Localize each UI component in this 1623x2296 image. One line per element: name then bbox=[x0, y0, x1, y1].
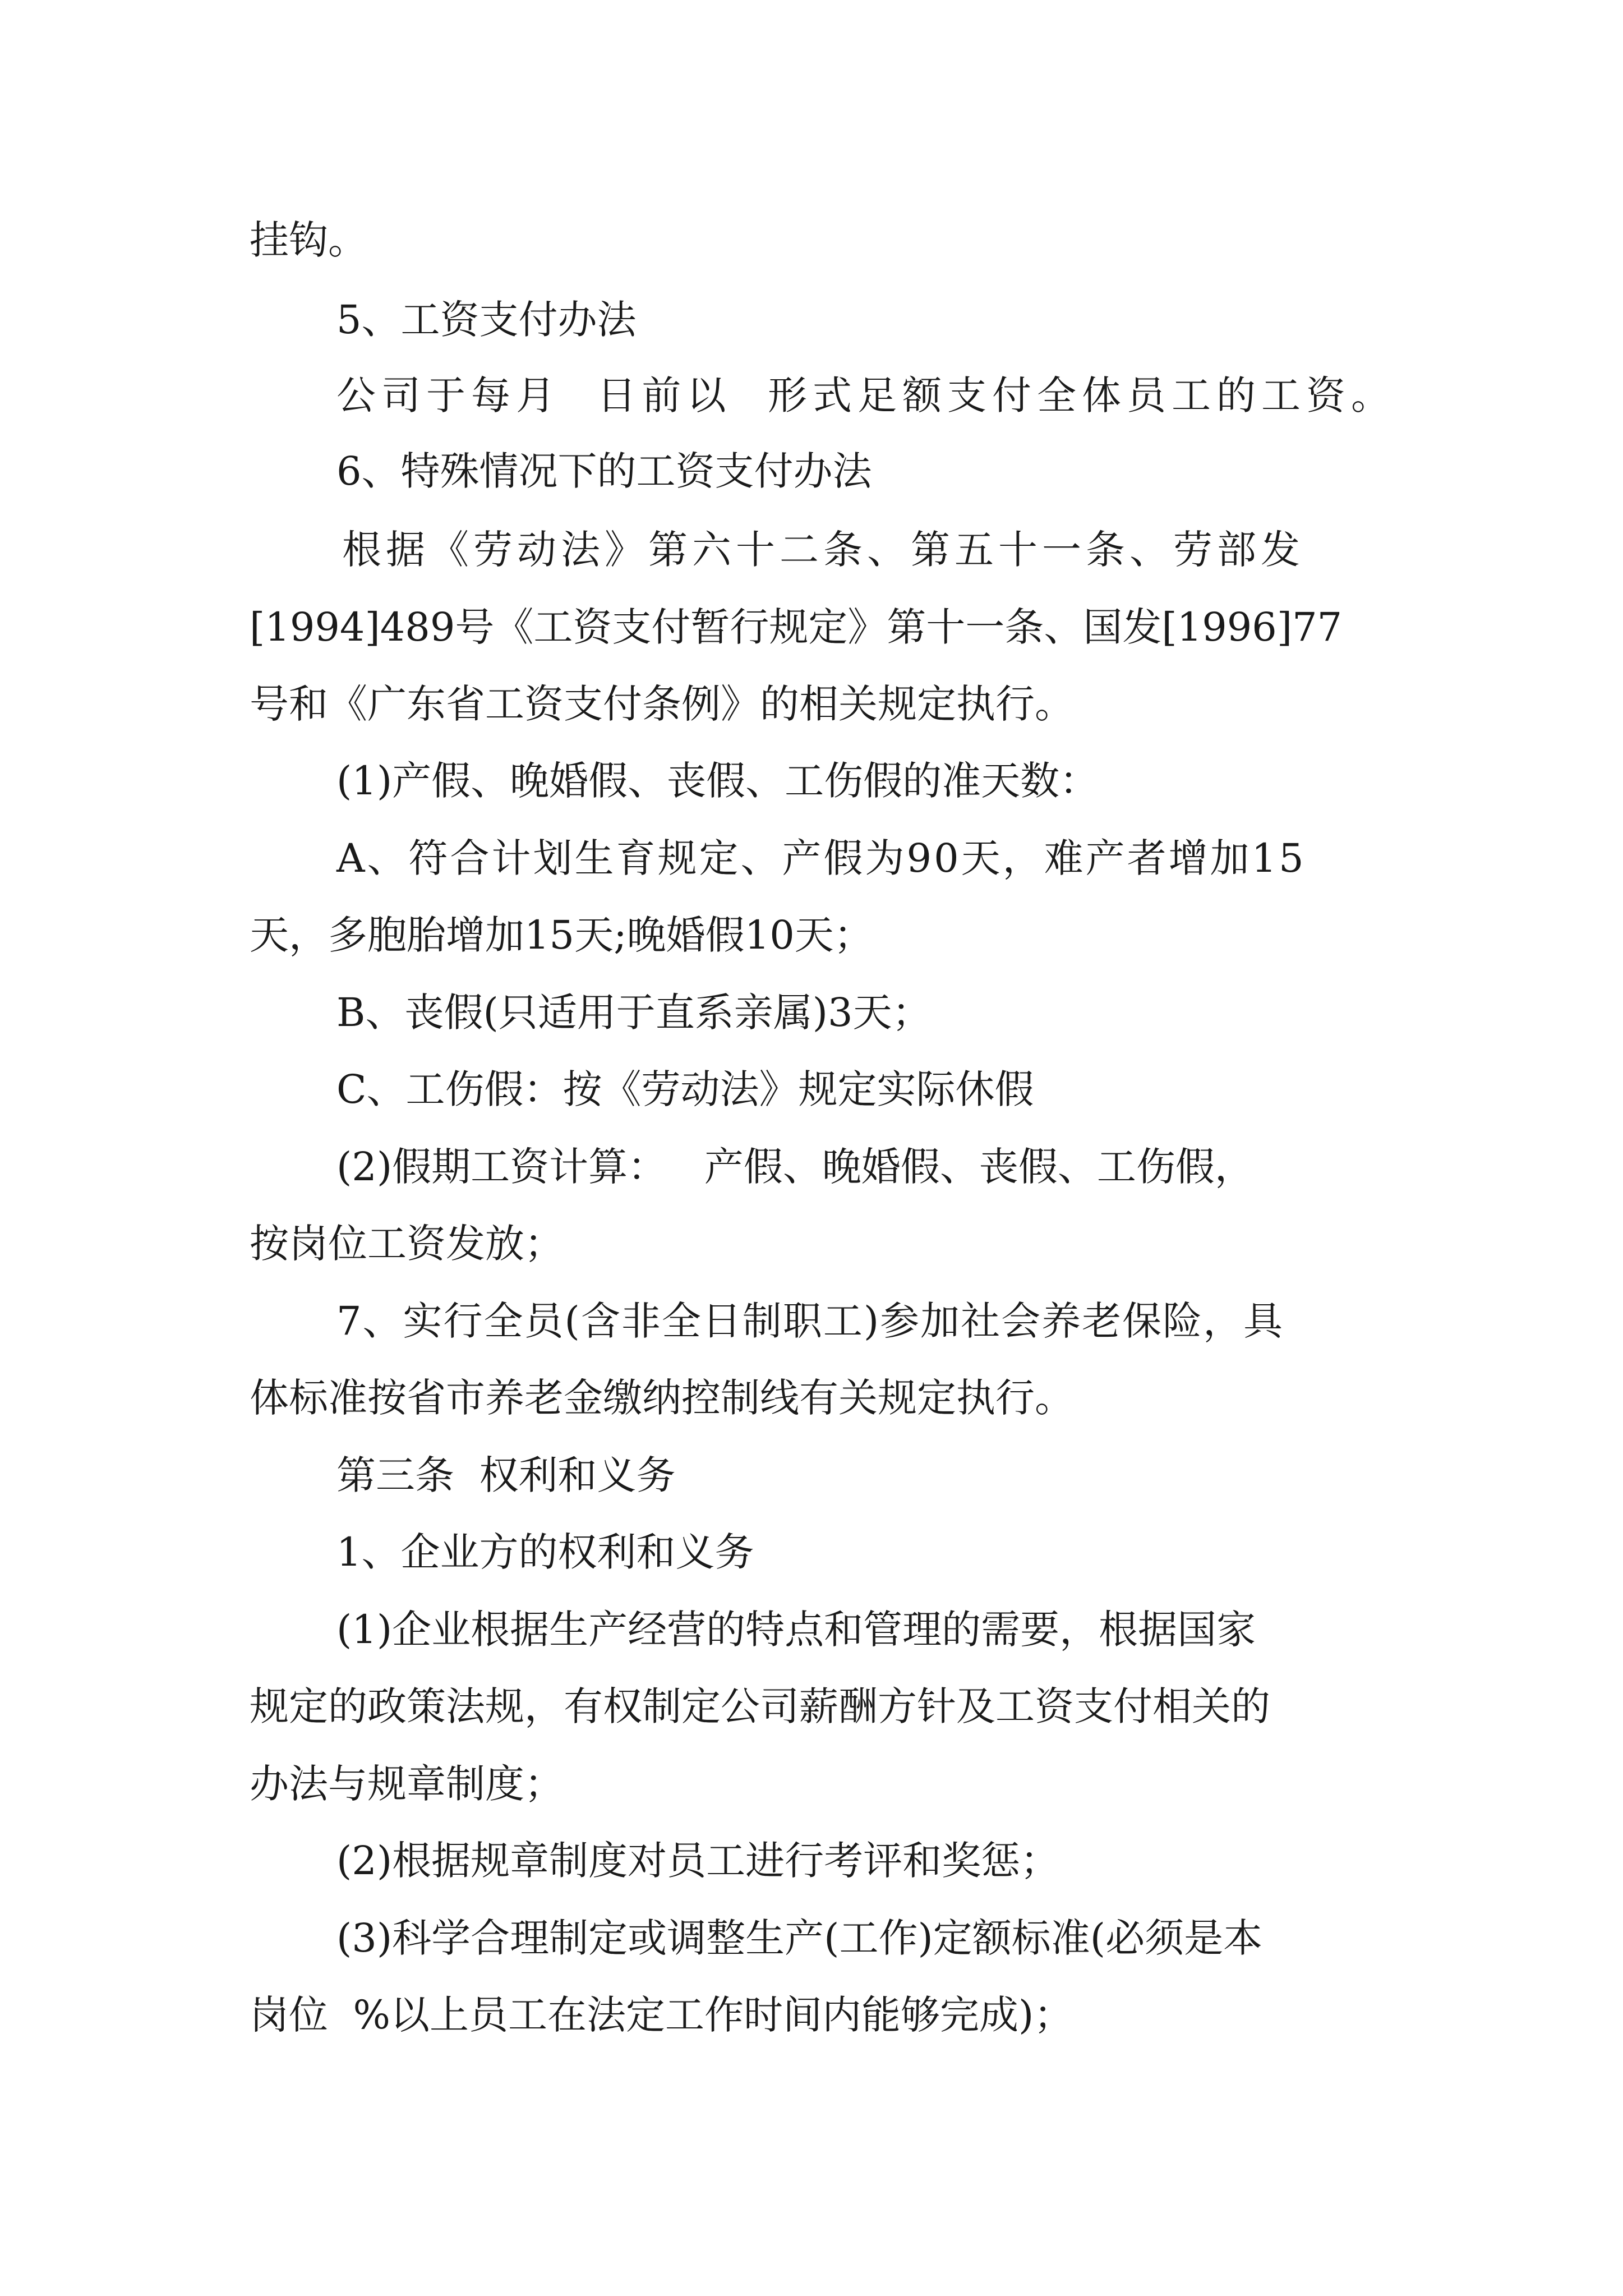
text-line: (2)假期工资计算： 产假、晚婚假、丧假、工伤假， bbox=[336, 1144, 1254, 1190]
text-line: (1)产假、晚婚假、丧假、工伤假的准天数： bbox=[336, 758, 1099, 804]
text-line: 公司于每月 日前以 形式足额支付全体员工的工资。 bbox=[336, 372, 1396, 418]
text-line: C、工伤假：按《劳动法》规定实际休假 bbox=[336, 1066, 1034, 1112]
section-heading: 1、企业方的权利和义务 bbox=[336, 1529, 754, 1575]
text-line: 天，多胞胎增加15天;晚婚假10天； bbox=[250, 912, 873, 958]
text-line: 挂钩。 bbox=[250, 217, 367, 263]
text-line: 岗位 %以上员工在法定工作时间内能够完成)； bbox=[250, 1992, 1073, 2038]
text-line: 7、实行全员(含非全日制职工)参加社会养老保险，具 bbox=[336, 1298, 1284, 1344]
text-line: (3)科学合理制定或调整生产(工作)定额标准(必须是本 bbox=[336, 1915, 1263, 1961]
text-line: B、丧假(只适用于直系亲属)3天； bbox=[336, 990, 932, 1036]
text-line: 按岗位工资发放； bbox=[250, 1221, 564, 1267]
text-line: 根据《劳动法》第六十二条、第五十一条、劳部发 bbox=[342, 527, 1304, 573]
text-line: (2)根据规章制度对员工进行考评和奖惩； bbox=[336, 1838, 1060, 1884]
section-heading: 6、特殊情况下的工资支付办法 bbox=[336, 448, 872, 494]
text-line: (1)企业根据生产经营的特点和管理的需要，根据国家 bbox=[336, 1607, 1256, 1653]
text-line: 规定的政策法规，有权制定公司薪酬方针及工资支付相关的 bbox=[250, 1683, 1270, 1729]
section-heading: 5、工资支付办法 bbox=[336, 297, 637, 343]
text-line: A、符合计划生育规定、产假为90天，难产者增加15 bbox=[336, 835, 1306, 881]
text-line: 号和《广东省工资支付条例》的相关规定执行。 bbox=[250, 681, 1074, 727]
text-line: 办法与规章制度； bbox=[250, 1761, 564, 1807]
text-line: [1994]489号《工资支付暂行规定》第十一条、国发[1996]77 bbox=[250, 604, 1343, 650]
text-line: 体标准按省市养老金缴纳控制线有关规定执行。 bbox=[250, 1375, 1074, 1421]
section-heading: 第三条 权利和义务 bbox=[336, 1452, 676, 1498]
